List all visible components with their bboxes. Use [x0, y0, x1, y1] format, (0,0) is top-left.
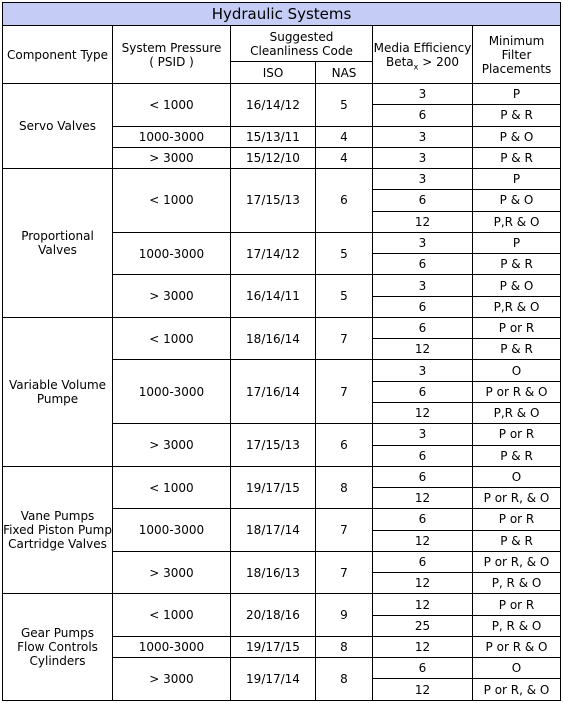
placement-cell: P & R — [473, 530, 561, 551]
component-type-line: Pumpe — [36, 391, 79, 406]
table-row — [3, 84, 561, 105]
nas-cell: 8 — [316, 636, 373, 657]
iso-cell: 16/14/12 — [231, 84, 316, 127]
beta-cell: 12 — [373, 679, 473, 701]
nas-cell: 7 — [316, 509, 373, 552]
beta-cell: 3 — [373, 84, 473, 105]
component-type-line: Proportional — [21, 228, 94, 243]
nas-cell: 6 — [316, 424, 373, 467]
placement-cell: P & O — [473, 190, 561, 211]
table-row — [3, 317, 561, 338]
header-filter-placements — [473, 26, 561, 84]
placement-cell: P or R, & O — [473, 488, 561, 509]
placement-cell: P & R — [473, 254, 561, 275]
header-placement-line3: Placements — [481, 61, 552, 76]
beta-cell: 25 — [373, 615, 473, 636]
iso-cell: 19/17/14 — [231, 658, 316, 701]
iso-cell: 15/13/11 — [231, 126, 316, 147]
beta-cell: 12 — [373, 402, 473, 423]
placement-cell: P or R & O — [473, 381, 561, 402]
placement-cell: P & R — [473, 339, 561, 360]
pressure-cell: > 3000 — [113, 551, 231, 594]
table-row — [3, 594, 561, 615]
beta-cell: 6 — [373, 658, 473, 679]
iso-cell: 19/17/15 — [231, 636, 316, 657]
header-component-type: Component Type — [3, 26, 113, 84]
pressure-cell: > 3000 — [113, 658, 231, 701]
placement-cell: P — [473, 232, 561, 253]
component-type-cell — [3, 84, 113, 169]
iso-cell: 18/16/14 — [231, 317, 316, 360]
nas-cell: 5 — [316, 232, 373, 275]
nas-cell: 8 — [316, 466, 373, 509]
beta-cell: 3 — [373, 126, 473, 147]
beta-cell: 6 — [373, 190, 473, 211]
header-cleanliness-line2: Cleanliness Code — [250, 43, 353, 58]
placement-cell: P or R — [473, 509, 561, 530]
pressure-cell: < 1000 — [113, 466, 231, 509]
component-type-line: Fixed Piston Pump — [3, 523, 112, 538]
header-placement-line2: Filter — [501, 47, 532, 62]
nas-cell: 9 — [316, 594, 373, 637]
iso-cell: 18/16/13 — [231, 551, 316, 594]
component-type-line: Gear Pumps — [21, 626, 94, 641]
beta-cell: 3 — [373, 424, 473, 445]
component-type-line: Variable Volume — [8, 377, 107, 392]
iso-cell: 15/12/10 — [231, 147, 316, 168]
hydraulic-systems-table — [2, 2, 561, 701]
iso-cell: 16/14/11 — [231, 275, 316, 318]
placement-cell: P, R & O — [473, 615, 561, 636]
pressure-cell: < 1000 — [113, 84, 231, 127]
placement-cell: P or R, & O — [473, 551, 561, 572]
beta-cell: 6 — [373, 466, 473, 487]
header-iso: ISO — [231, 62, 316, 84]
placement-cell: O — [473, 360, 561, 381]
beta-cell: 6 — [373, 254, 473, 275]
nas-cell: 4 — [316, 147, 373, 168]
placement-cell: P, R & O — [473, 573, 561, 594]
beta-cell: 12 — [373, 594, 473, 615]
placement-cell: P or R — [473, 317, 561, 338]
nas-cell: 8 — [316, 658, 373, 701]
iso-cell: 18/17/14 — [231, 509, 316, 552]
header-nas: NAS — [316, 62, 373, 84]
placement-cell: P — [473, 84, 561, 105]
beta-cell: 6 — [373, 317, 473, 338]
component-type-cell — [3, 169, 113, 318]
component-type-line: Servo Valves — [19, 119, 96, 134]
header-system-pressure — [113, 26, 231, 84]
iso-cell: 17/15/13 — [231, 424, 316, 467]
beta-cell: 3 — [373, 360, 473, 381]
beta-cell: 6 — [373, 509, 473, 530]
header-system-pressure-line1: System Pressure — [121, 40, 222, 55]
header-placement-line1: Minimum — [488, 33, 545, 48]
placement-cell: P & R — [473, 445, 561, 466]
header-efficiency-rest: > 200 — [418, 54, 459, 69]
iso-cell: 17/16/14 — [231, 360, 316, 424]
component-type-line: Cylinders — [29, 654, 86, 669]
placement-cell: P & O — [473, 275, 561, 296]
nas-cell: 7 — [316, 317, 373, 360]
header-efficiency-beta: Beta — [385, 54, 414, 69]
header-media-efficiency — [373, 26, 473, 84]
pressure-cell: < 1000 — [113, 317, 231, 360]
beta-cell: 12 — [373, 573, 473, 594]
nas-cell: 6 — [316, 169, 373, 233]
placement-cell: P,R & O — [473, 402, 561, 423]
placement-cell: P or R — [473, 594, 561, 615]
pressure-cell: 1000-3000 — [113, 509, 231, 552]
component-type-line: Cartridge Valves — [8, 537, 107, 552]
pressure-cell: 1000-3000 — [113, 232, 231, 275]
table-row — [3, 466, 561, 487]
placement-cell: P,R & O — [473, 296, 561, 317]
placement-cell: P & R — [473, 105, 561, 126]
beta-cell: 12 — [373, 636, 473, 657]
header-efficiency-line1: Media Efficiency — [373, 40, 472, 55]
beta-cell: 6 — [373, 381, 473, 402]
placement-cell: P,R & O — [473, 211, 561, 232]
header-cleanliness-line1: Suggested — [269, 29, 334, 44]
placement-cell: O — [473, 466, 561, 487]
component-type-line: Valves — [38, 242, 77, 257]
placement-cell: P or R — [473, 424, 561, 445]
beta-cell: 6 — [373, 551, 473, 572]
iso-cell: 19/17/15 — [231, 466, 316, 509]
beta-cell: 3 — [373, 232, 473, 253]
nas-cell: 7 — [316, 551, 373, 594]
beta-cell: 12 — [373, 530, 473, 551]
component-type-cell — [3, 594, 113, 701]
nas-cell: 7 — [316, 360, 373, 424]
placement-cell: P & R — [473, 147, 561, 168]
beta-cell: 6 — [373, 105, 473, 126]
pressure-cell: 1000-3000 — [113, 636, 231, 657]
component-type-line: Flow Controls — [17, 640, 98, 655]
beta-cell: 12 — [373, 488, 473, 509]
nas-cell: 5 — [316, 275, 373, 318]
beta-cell: 3 — [373, 169, 473, 190]
beta-cell: 6 — [373, 296, 473, 317]
placement-cell: P — [473, 169, 561, 190]
beta-cell: 12 — [373, 211, 473, 232]
beta-cell: 3 — [373, 147, 473, 168]
pressure-cell: > 3000 — [113, 147, 231, 168]
component-type-cell — [3, 317, 113, 466]
pressure-cell: < 1000 — [113, 169, 231, 233]
nas-cell: 5 — [316, 84, 373, 127]
table-row — [3, 169, 561, 190]
placement-cell: P & O — [473, 126, 561, 147]
pressure-cell: > 3000 — [113, 424, 231, 467]
iso-cell: 20/18/16 — [231, 594, 316, 637]
placement-cell: P or R, & O — [473, 679, 561, 701]
component-type-cell — [3, 466, 113, 594]
iso-cell: 17/15/13 — [231, 169, 316, 233]
table-title: Hydraulic Systems — [3, 3, 561, 26]
placement-cell: O — [473, 658, 561, 679]
header-efficiency-sub: x — [413, 61, 419, 71]
header-system-pressure-line2: ( PSID ) — [149, 54, 194, 69]
pressure-cell: < 1000 — [113, 594, 231, 637]
pressure-cell: 1000-3000 — [113, 360, 231, 424]
iso-cell: 17/14/12 — [231, 232, 316, 275]
header-cleanliness-code — [231, 26, 373, 62]
beta-cell: 12 — [373, 339, 473, 360]
placement-cell: P or R & O — [473, 636, 561, 657]
nas-cell: 4 — [316, 126, 373, 147]
component-type-line: Vane Pumps — [20, 509, 95, 524]
pressure-cell: 1000-3000 — [113, 126, 231, 147]
beta-cell: 3 — [373, 275, 473, 296]
pressure-cell: > 3000 — [113, 275, 231, 318]
beta-cell: 6 — [373, 445, 473, 466]
